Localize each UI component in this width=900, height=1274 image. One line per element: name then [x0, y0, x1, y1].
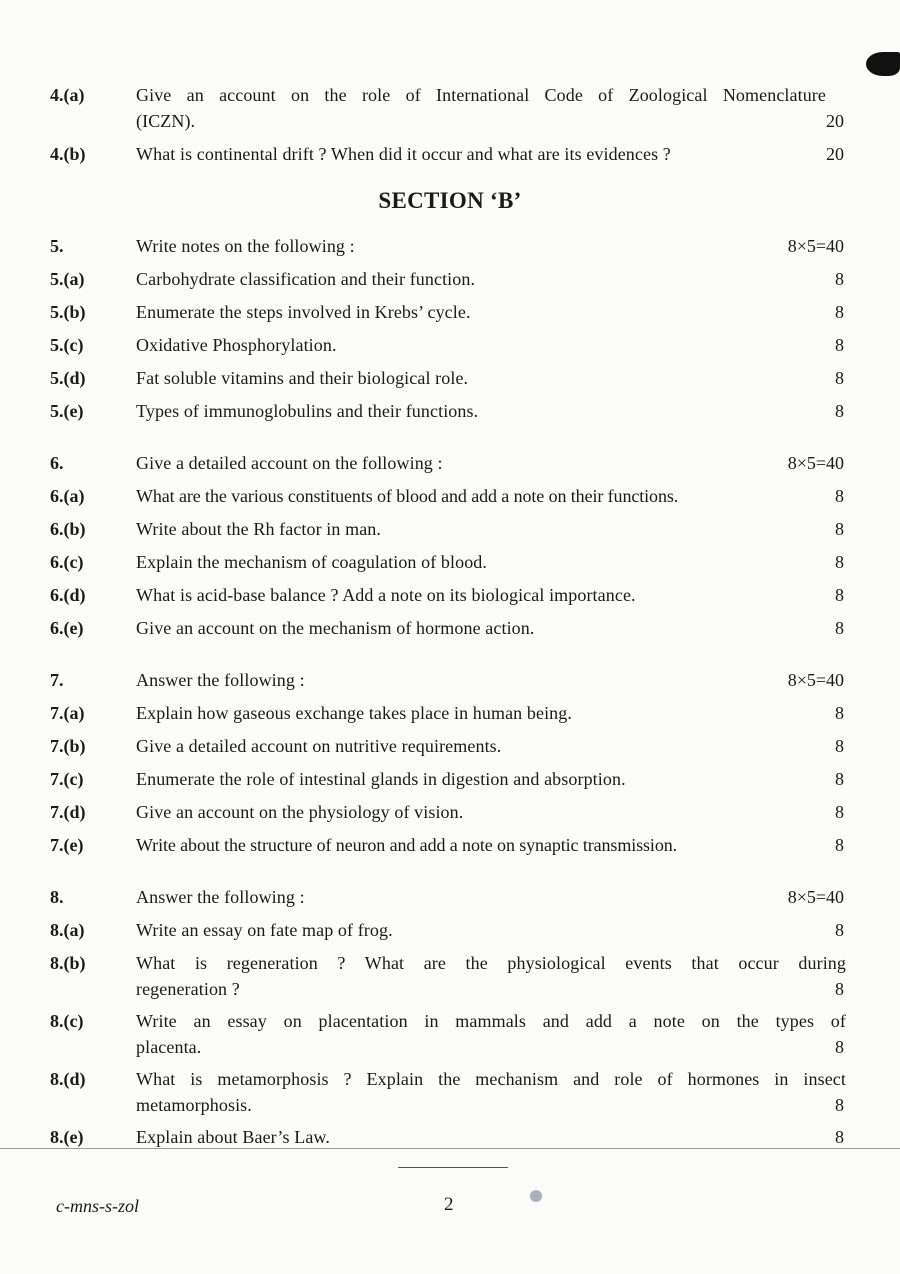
- question-text: Give a detailed account on the following :: [136, 453, 443, 473]
- question-text: What is metamorphosis ? Explain the mechanism and role of hormones in insect: [136, 1069, 846, 1089]
- page-number: 2: [444, 1194, 454, 1215]
- question-number: 6.(c): [50, 552, 84, 572]
- question-number: 8.(e): [50, 1127, 84, 1147]
- question-number: 5.(a): [50, 269, 85, 289]
- question-text: Write an essay on placentation in mammals and add a note on the types of: [136, 1011, 846, 1031]
- question-number: 6.(b): [50, 519, 86, 539]
- question-number: 8.(c): [50, 1011, 84, 1031]
- question-marks: 8: [835, 335, 844, 355]
- question-number: 7.(e): [50, 835, 84, 855]
- question-marks: 20: [826, 111, 844, 131]
- question-text: Explain the mechanism of coagulation of blood.: [136, 552, 488, 572]
- question-marks: 8: [835, 703, 844, 723]
- question-marks: 8: [835, 802, 844, 822]
- question-marks: 8: [835, 736, 844, 756]
- question-number: 5.: [50, 236, 64, 256]
- question-text: Oxidative Phosphorylation.: [136, 335, 337, 355]
- question-marks: 8: [835, 1095, 844, 1115]
- question-text: Enumerate the steps involved in Krebs’ cycle.: [136, 302, 471, 322]
- question-text: Write about the Rh factor in man.: [136, 519, 381, 539]
- question-marks: 8: [835, 519, 844, 539]
- question-number: 5.(b): [50, 302, 86, 322]
- question-marks: 8: [835, 401, 844, 421]
- question-text: Fat soluble vitamins and their biological role.: [136, 368, 469, 388]
- question-text: What are the various constituents of blood and add a note on their functions.: [136, 486, 679, 506]
- question-number: 4.(a): [50, 85, 85, 105]
- question-text: Types of immunoglobulins and their functions.: [136, 401, 479, 421]
- question-text: Explain about Baer’s Law.: [136, 1127, 330, 1147]
- ink-smudge: [866, 52, 900, 76]
- question-number: 8.: [50, 887, 64, 907]
- question-text: What is regeneration ? What are the physiological events that occur during: [136, 953, 846, 973]
- question-number: 7.(c): [50, 769, 84, 789]
- question-text: What is continental drift ? When did it occur and what are its evidences ?: [136, 144, 671, 164]
- question-marks: 8×5=40: [787, 887, 844, 907]
- question-number: 5.(d): [50, 368, 86, 388]
- question-number: 8.(d): [50, 1069, 86, 1089]
- ink-dot: [530, 1190, 542, 1202]
- question-marks: 8: [835, 1127, 844, 1147]
- question-marks: 8: [835, 769, 844, 789]
- question-marks: 8: [835, 920, 844, 940]
- question-marks: 8: [835, 979, 844, 999]
- question-number: 7.(d): [50, 802, 86, 822]
- question-number: 7.: [50, 670, 64, 690]
- bottom-rule: [0, 1148, 900, 1149]
- section-title: SECTION ‘B’: [378, 188, 522, 213]
- question-text: Give an account on the physiology of vision.: [136, 802, 464, 822]
- question-text: Give an account on the role of International Code of Zoological Nomenclature: [136, 85, 826, 105]
- question-number: 8.(b): [50, 953, 86, 973]
- question-text-continued: metamorphosis.: [136, 1095, 252, 1115]
- question-marks: 8: [835, 1037, 844, 1057]
- question-number: 7.(b): [50, 736, 86, 756]
- paper-code: c-mns-s-zol: [56, 1196, 139, 1216]
- question-text: Answer the following :: [136, 887, 305, 907]
- question-marks: 8: [835, 269, 844, 289]
- question-text: Write about the structure of neuron and add a note on synaptic transmission.: [136, 835, 678, 855]
- question-marks: 8×5=40: [787, 670, 844, 690]
- question-marks: 8: [835, 486, 844, 506]
- question-marks: 8: [835, 618, 844, 638]
- question-text: Give a detailed account on nutritive requirements.: [136, 736, 502, 756]
- question-number: 5.(c): [50, 335, 84, 355]
- question-text: Write an essay on fate map of frog.: [136, 920, 393, 940]
- question-marks: 8: [835, 368, 844, 388]
- question-number: 6.(e): [50, 618, 84, 638]
- question-text: Carbohydrate classification and their function.: [136, 269, 476, 289]
- question-text-continued: regeneration ?: [136, 979, 240, 999]
- question-number: 4.(b): [50, 144, 86, 164]
- question-text: Explain how gaseous exchange takes place in human being.: [136, 703, 572, 723]
- question-number: 8.(a): [50, 920, 85, 940]
- question-text: What is acid-base balance ? Add a note on its biological importance.: [136, 585, 636, 605]
- question-marks: 8×5=40: [787, 236, 844, 256]
- question-marks: 20: [826, 144, 844, 164]
- question-number: 6.(d): [50, 585, 86, 605]
- question-text: Enumerate the role of intestinal glands in digestion and absorption.: [136, 769, 626, 789]
- question-number: 5.(e): [50, 401, 84, 421]
- question-number: 6.(a): [50, 486, 85, 506]
- end-rule: [398, 1167, 508, 1168]
- question-marks: 8: [835, 302, 844, 322]
- question-marks: 8: [835, 835, 844, 855]
- question-text: Answer the following :: [136, 670, 305, 690]
- question-text-continued: (ICZN).: [136, 111, 196, 131]
- question-number: 7.(a): [50, 703, 85, 723]
- question-text-continued: placenta.: [136, 1037, 202, 1057]
- question-marks: 8: [835, 552, 844, 572]
- question-text: Write notes on the following :: [136, 236, 355, 256]
- question-text: Give an account on the mechanism of hormone action.: [136, 618, 535, 638]
- question-marks: 8: [835, 585, 844, 605]
- question-number: 6.: [50, 453, 64, 473]
- question-marks: 8×5=40: [787, 453, 844, 473]
